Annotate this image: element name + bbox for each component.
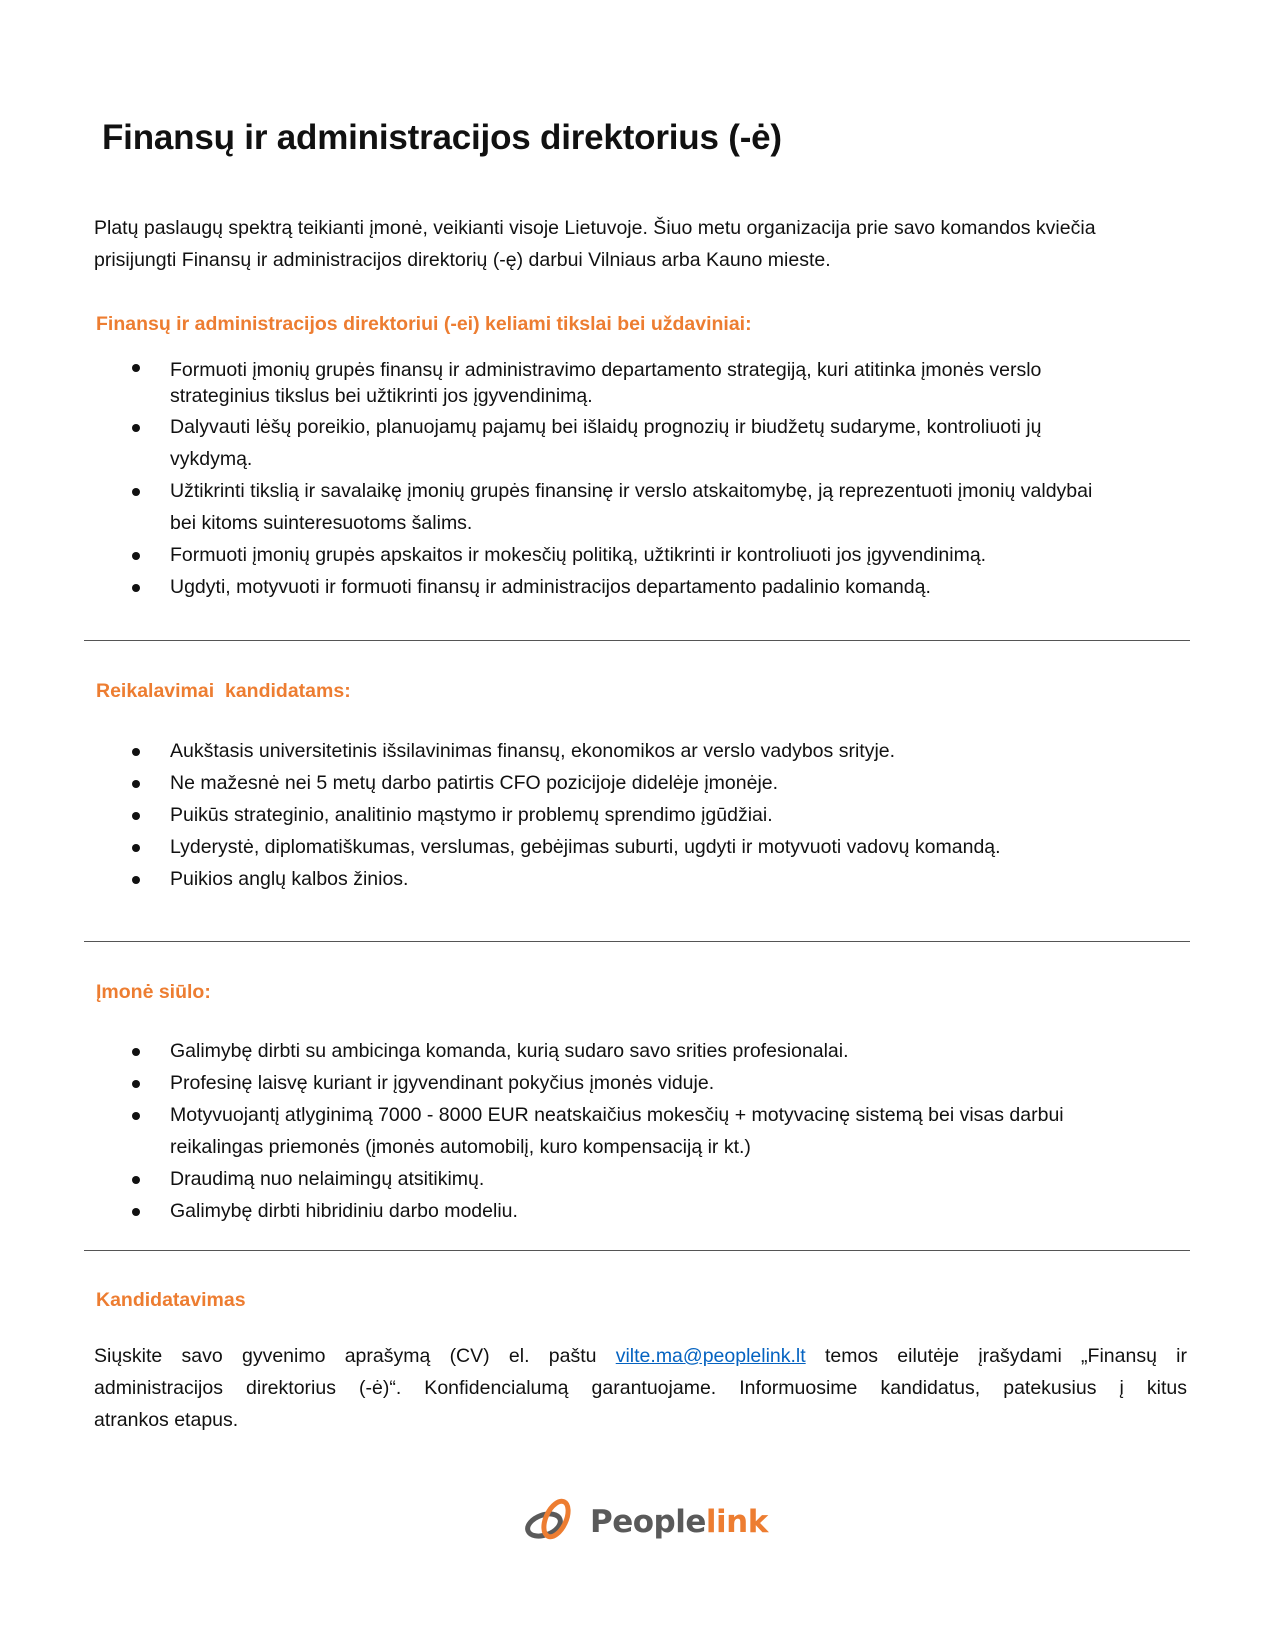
- list-item: [0, 1067, 1170, 1099]
- list-item-text: Ugdyti, motyvuoti ir formuoti finansų ir administracijos departamento padalinio komandą.: [170, 576, 931, 598]
- application-line: atrankos etapus.: [94, 1409, 239, 1431]
- list-item-text: Užtikrinti tikslią ir savalaikę įmonių grupės finansinę ir verslo atskaitomybę, ją reprezentuoti įmonių valdybai: [170, 480, 1093, 502]
- bullet-icon: [132, 364, 140, 372]
- intro-line: prisijungti Finansų ir administracijos direktorių (-ę) darbui Vilniaus arba Kauno mieste.: [94, 249, 831, 271]
- application-line: administracijos direktorius (-ė)“. Konfidencialumą garantuojame. Informuosime kandidatus, patekusius į kitus: [94, 1377, 1187, 1399]
- list-item-text: Draudimą nuo nelaimingų atsitikimų.: [170, 1168, 485, 1190]
- list-item-text: Motyvuojantį atlyginimą 7000 - 8000 EUR neatskaičius mokesčių + motyvacinę sistemą bei visas darbui: [170, 1104, 1064, 1126]
- list-item: [0, 831, 1170, 863]
- application-text: Siųskite savo gyvenimo aprašymą (CV) el. paštu: [94, 1345, 616, 1367]
- bullet-icon: [132, 1176, 140, 1184]
- list-item-text: Dalyvauti lėšų poreikio, planuojamų pajamų bei išlaidų prognozių ir biudžetų sudaryme, kontroliuoti jų: [170, 416, 1042, 438]
- list-item-text: Galimybę dirbti hibridiniu darbo modeliu.: [170, 1200, 518, 1222]
- list-item-text: reikalingas priemonės (įmonės automobilį, kuro kompensaciją ir kt.): [170, 1136, 751, 1158]
- logo-wordmark: [590, 1504, 768, 1540]
- goals-heading: Finansų ir administracijos direktoriui (-ei) keliami tikslai bei uždaviniai:: [96, 313, 752, 335]
- application-text: temos eilutėje įrašydami „Finansų ir: [805, 1345, 1187, 1367]
- bullet-icon: [132, 1080, 140, 1088]
- list-item: [0, 799, 1170, 831]
- list-item: [0, 767, 1170, 799]
- application-heading: Kandidatavimas: [96, 1289, 246, 1311]
- section-divider: [84, 1250, 1190, 1251]
- list-item-text: Profesinę laisvę kuriant ir įgyvendinant pokyčius įmonės viduje.: [170, 1072, 715, 1094]
- list-item: [0, 539, 1170, 571]
- list-item: [0, 353, 1170, 411]
- list-item-text: Formuoti įmonių grupės apskaitos ir mokesčių politiką, užtikrinti ir kontroliuoti jos įgyvendinimą.: [170, 544, 987, 566]
- list-item-text: Aukštasis universitetinis išsilavinimas finansų, ekonomikos ar verslo vadybos srityje.: [170, 740, 896, 762]
- goals-list: [0, 353, 1275, 603]
- bullet-icon: [132, 424, 140, 432]
- list-item-text: Ne mažesnė nei 5 metų darbo patirtis CFO pozicijoje didelėje įmonėje.: [170, 772, 779, 794]
- logo-text-people: People: [590, 1504, 706, 1540]
- list-item-text: Lyderystė, diplomatiškumas, verslumas, gebėjimas suburti, ugdyti ir motyvuoti vadovų komandą.: [170, 836, 1001, 858]
- list-item: [0, 1035, 1170, 1067]
- list-item-text: bei kitoms suinteresuotoms šalims.: [170, 512, 473, 534]
- peoplelink-logo: [522, 1492, 768, 1552]
- list-item-text: Formuoti įmonių grupės finansų ir administravimo departamento strategiją, kuri atitinka įmonės verslo: [170, 359, 1042, 381]
- bullet-icon: [132, 552, 140, 560]
- page-title: Finansų ir administracijos direktorius (-ė): [102, 118, 782, 157]
- bullet-icon: [132, 812, 140, 820]
- requirements-list: [0, 735, 1275, 895]
- list-item-text: Puikios anglų kalbos žinios.: [170, 868, 409, 890]
- list-item-text: Galimybę dirbti su ambicinga komanda, kurią sudaro savo srities profesionalai.: [170, 1040, 849, 1062]
- requirements-heading: Reikalavimai kandidatams:: [96, 680, 351, 702]
- bullet-icon: [132, 1112, 140, 1120]
- section-divider: [84, 941, 1190, 942]
- list-item: [0, 475, 1170, 539]
- list-item-text: strateginius tikslus bei užtikrinti jos įgyvendinimą.: [170, 385, 593, 407]
- list-item: [0, 863, 1170, 895]
- offer-list: [0, 1035, 1275, 1227]
- bullet-icon: [132, 1208, 140, 1216]
- list-item: [0, 735, 1170, 767]
- bullet-icon: [132, 780, 140, 788]
- bullet-icon: [132, 584, 140, 592]
- application-paragraph: [94, 1340, 1187, 1436]
- list-item: [0, 411, 1170, 475]
- list-item: [0, 1163, 1170, 1195]
- email-link[interactable]: vilte.ma@peoplelink.lt: [615, 1345, 806, 1367]
- bullet-icon: [132, 748, 140, 756]
- bullet-icon: [132, 488, 140, 496]
- application-line: [94, 1340, 1187, 1372]
- list-item: [0, 1099, 1170, 1163]
- bullet-icon: [132, 1048, 140, 1056]
- bullet-icon: [132, 844, 140, 852]
- intro-paragraph: [94, 212, 1188, 276]
- list-item: [0, 1195, 1170, 1227]
- intro-line: Platų paslaugų spektrą teikianti įmonė, veikianti visoje Lietuvoje. Šiuo metu organizacija prie savo komandos kviečia: [94, 217, 1096, 239]
- list-item-text: Puikūs strateginio, analitinio mąstymo ir problemų sprendimo įgūdžiai.: [170, 804, 773, 826]
- logo-text-link: link: [705, 1504, 768, 1540]
- bullet-icon: [132, 876, 140, 884]
- list-item-text: vykdymą.: [170, 448, 253, 470]
- list-item: [0, 571, 1170, 603]
- section-divider: [84, 640, 1190, 641]
- offer-heading: Įmonė siūlo:: [96, 981, 211, 1003]
- peoplelink-logo-icon: [522, 1493, 580, 1551]
